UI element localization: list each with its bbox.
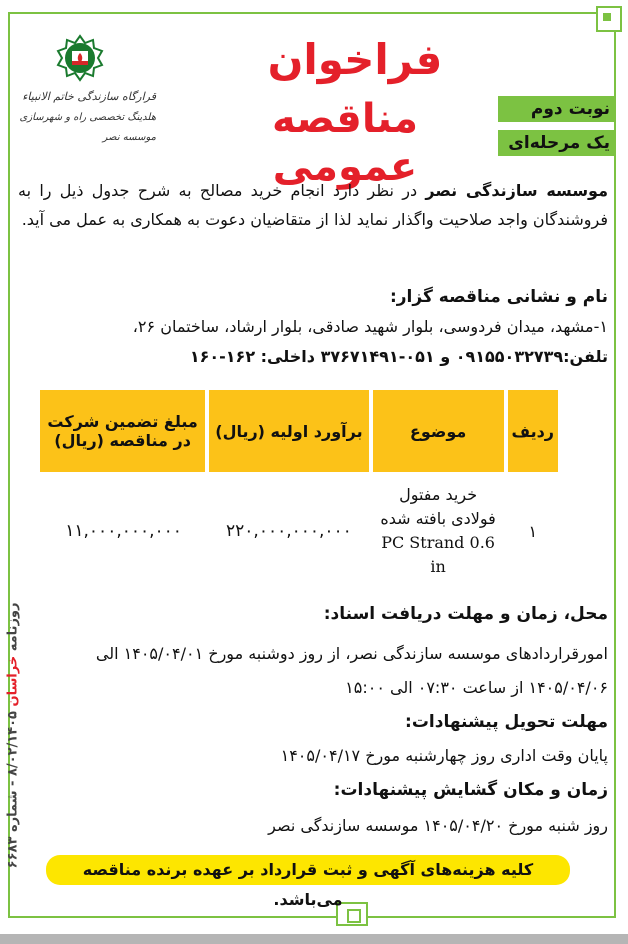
round-badge: نوبت دوم [498, 96, 616, 122]
deadline-heading: مهلت تحویل پیشنهادات: [405, 712, 608, 732]
docs-heading: محل، زمان و مهلت دریافت اسناد: [323, 604, 608, 624]
intro-text: در نظر دارد انجام خرید مصالح به شرح جدول ذیل را به فروشندگان واجد صلاحیت واگذار نماید لذا از متقاضیان دعوت به همکاری به عمل می آید. [18, 181, 608, 229]
row-number: ۱ [506, 472, 558, 590]
bottom-strip [0, 934, 628, 944]
opening-heading: زمان و مکان گشایش پیشنهادات: [333, 780, 608, 800]
intro-paragraph [18, 176, 608, 234]
guarantee-value: ۱۱,۰۰۰,۰۰۰,۰۰۰ [65, 521, 182, 541]
address-text: ۱-مشهد، میدان فردوسی، بلوار شهید صادقی، بلوار ارشاد، ساختمان ۲۶، [132, 317, 608, 336]
opening-text: روز شنبه مورخ ۱۴۰۵/۰۴/۲۰ موسسه سازندگی نصر [268, 816, 608, 835]
side-info: ۸/۰۲/۱۴۰۵ - شماره ۶۶۸۳ [5, 711, 21, 869]
header-subject: موضوع [371, 390, 506, 472]
docs-line-1: امورقراردادهای موسسه سازندگی نصر، از روز دوشنبه مورخ ۱۴۰۵/۰۴/۰۱ الی [95, 644, 608, 663]
phone-line [18, 343, 608, 371]
side-newspaper-name: خراسان [5, 655, 21, 707]
logo-text-1: قرارگاه سازندگی خاتم الانبیاء [22, 90, 156, 103]
table-header-row [40, 390, 558, 472]
corner-decoration [596, 6, 622, 32]
table-row [40, 472, 558, 590]
phone-numbers: ۰۹۱۵۵۰۳۲۷۳۹ و ۰۵۱-۳۷۶۷۱۴۹۱ داخلی: ۱۶۲-۱۶۰ [189, 347, 564, 366]
organization-name: موسسه سازندگی نصر [425, 181, 608, 200]
header-guarantee: مبلغ تضمین شرکت در مناقصه (ریال) [40, 390, 207, 472]
tender-table [38, 390, 558, 590]
footer-notice: کلیه هزینه‌های آگهی و ثبت قرارداد بر عهده برنده مناقصه می‌باشد. [46, 855, 570, 885]
stage-badge: یک مرحله‌ای [498, 130, 616, 156]
newspaper-side-note [5, 602, 21, 869]
row-estimate [207, 472, 370, 590]
row-subject-en: PC Strand 0.6 in [381, 533, 495, 576]
phone-label: تلفن: [563, 347, 608, 366]
emblem-icon [56, 34, 104, 82]
deadline-text: پایان وقت اداری روز چهارشنبه مورخ ۱۴۰۵/۰۴/۱۷ [280, 746, 608, 765]
side-prefix: روزنامه [5, 602, 21, 652]
logo-text-3: موسسه نصر [102, 132, 156, 143]
docs-line-2: ۱۴۰۵/۰۴/۰۶ از ساعت ۰۷:۳۰ الی ۱۵:۰۰ [345, 678, 608, 697]
header-row-number: ردیف [506, 390, 558, 472]
title-line-2: مناقصه عمومی [272, 96, 418, 190]
estimate-value: ۲۲۰,۰۰۰,۰۰۰,۰۰۰ [226, 521, 352, 541]
title-line-1: فراخوان [267, 35, 443, 84]
organization-logo [18, 34, 168, 164]
logo-text-2: هلدینگ تخصصی راه و شهرسازی [19, 112, 156, 123]
row-subject [371, 472, 506, 590]
address-heading: نام و نشانی مناقصه گزار: [389, 287, 608, 307]
row-guarantee [40, 472, 207, 590]
header-estimate: برآورد اولیه (ریال) [207, 390, 370, 472]
row-subject-fa: خرید مفتول فولادی بافته شده [380, 485, 496, 528]
